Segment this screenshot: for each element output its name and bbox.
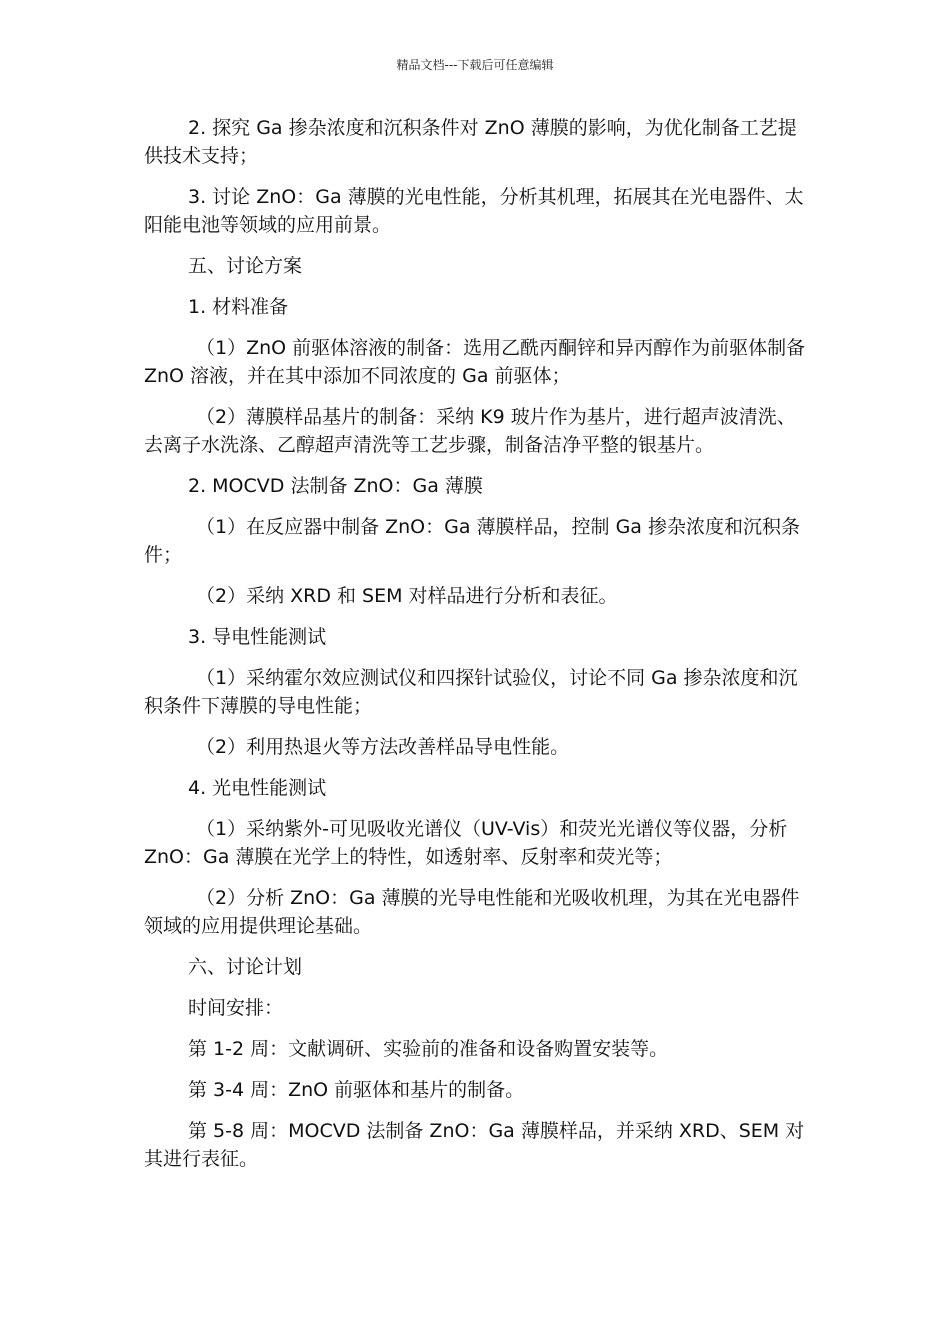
paragraph-uv-vis: （1）采纳紫外-可见吸收光谱仪（UV-Vis）和荧光光谱仪等仪器，分析 ZnO：Ga 薄膜在光学上的特性，如透射率、反射率和荧光等； [144, 818, 788, 868]
subheading-materials: 1. 材料准备 [188, 296, 289, 318]
paragraph-photoconductivity: （2）分析 ZnO：Ga 薄膜的光导电性能和光吸收机理，为其在光电器件领域的应用提供理论基础。 [144, 887, 800, 937]
paragraph-substrate: （2）薄膜样品基片的制备：采纳 K9 玻片作为基片，进行超声波清洗、去离子水洗涤、乙醇超声清洗等工艺步骤，制备洁净平整的银基片。 [144, 406, 796, 456]
subheading-photoelectric: 4. 光电性能测试 [188, 777, 327, 799]
paragraph-annealing: （2）利用热退火等方法改善样品导电性能。 [196, 736, 570, 758]
paragraph-hall-test: （1）采纳霍尔效应测试仪和四探针试验仪，讨论不同 Ga 掺杂浓度和沉积条件下薄膜的导电性能； [144, 667, 798, 717]
paragraph-xrd-sem: （2）采纳 XRD 和 SEM 对样品进行分析和表征。 [196, 585, 618, 607]
page-header: 精品文档---下载后可任意编辑 [396, 58, 554, 72]
paragraph-time-arrangement: 时间安排： [188, 997, 284, 1019]
subheading-mocvd: 2. MOCVD 法制备 ZnO：Ga 薄膜 [188, 475, 483, 497]
section-heading-plan: 五、讨论方案 [188, 255, 303, 277]
paragraph-objective-2: 2. 探究 Ga 掺杂浓度和沉积条件对 ZnO 薄膜的影响，为优化制备工艺提供技术支持； [144, 117, 797, 167]
paragraph-precursor: （1）ZnO 前驱体溶液的制备：选用乙酰丙酮锌和异丙醇作为前驱体制备 ZnO 溶液，并在其中添加不同浓度的 Ga 前驱体； [144, 337, 806, 387]
schedule-week-5-8: 第 5-8 周：MOCVD 法制备 ZnO：Ga 薄膜样品，并采纳 XRD、SEM 对其进行表征。 [144, 1120, 805, 1170]
subheading-conductivity: 3. 导电性能测试 [188, 626, 327, 648]
paragraph-objective-3: 3. 讨论 ZnO：Ga 薄膜的光电性能，分析其机理，拓展其在光电器件、太阳能电池等领域的应用前景。 [144, 186, 804, 236]
section-heading-schedule: 六、讨论计划 [188, 956, 303, 978]
schedule-week-3-4: 第 3-4 周：ZnO 前驱体和基片的制备。 [188, 1079, 525, 1101]
schedule-week-1-2: 第 1-2 周：文献调研、实验前的准备和设备购置安装等。 [188, 1038, 669, 1060]
paragraph-reactor: （1）在反应器中制备 ZnO：Ga 薄膜样品，控制 Ga 掺杂浓度和沉积条件； [144, 516, 800, 566]
document-body [144, 114, 806, 1186]
